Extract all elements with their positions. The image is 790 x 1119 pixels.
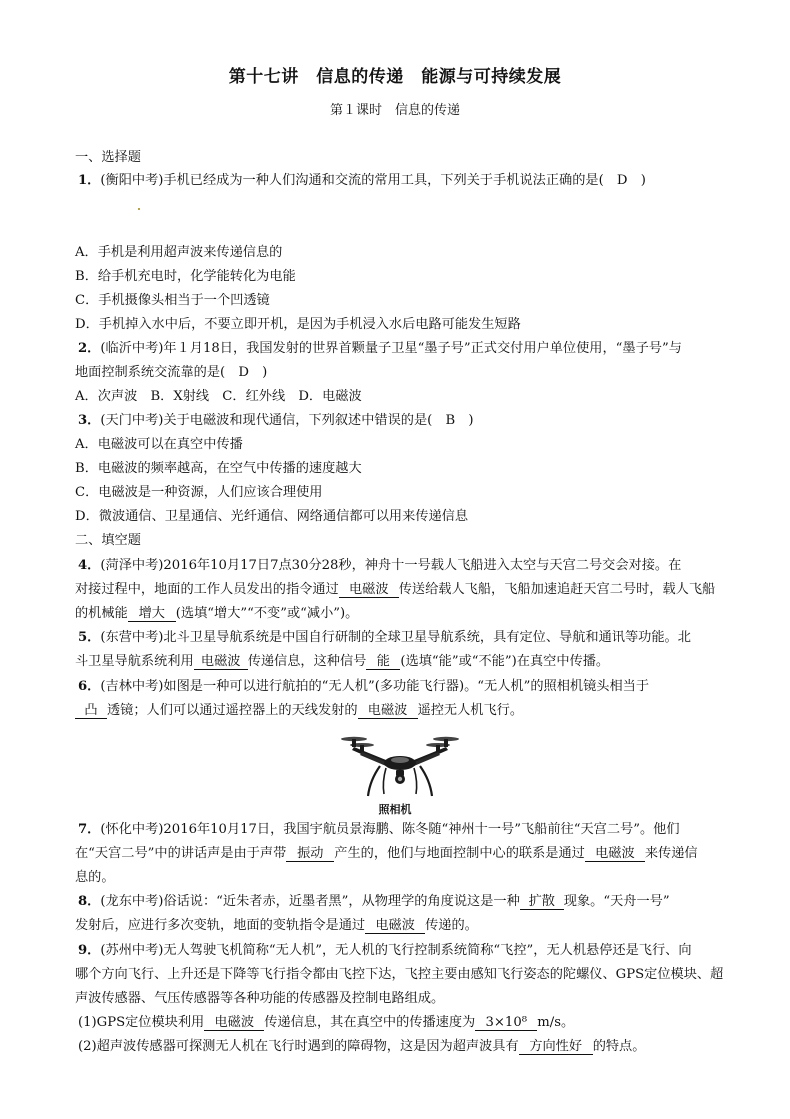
question-text: 的机械能 <box>75 606 128 621</box>
question-number: 7． <box>78 822 101 837</box>
question-text: 产生的，他们与地面控制中心的联系是通过 <box>334 846 585 861</box>
question-2-stem-cont: 地面控制系统交流靠的是( D ) <box>75 365 268 380</box>
answer-blank: 电磁波 <box>358 703 418 719</box>
answer-blank: 凸 <box>75 703 107 719</box>
question-text: (菏泽中考)2016年10月17日7点30分28秒，神舟十一号载人飞船进入太空与天宫二号交会对接。在 <box>100 558 682 573</box>
answer-blank: 电磁波 <box>194 654 248 670</box>
question-text: (选填“增大”“不变”或“减小”)。 <box>175 606 359 621</box>
question-6-line-2 <box>75 702 523 720</box>
q3-option-b: B．电磁波的频率越高，在空气中传播的速度越大 <box>75 461 362 476</box>
section-heading-fill: 二、填空题 <box>75 533 141 548</box>
question-4-line-2 <box>75 581 715 599</box>
question-text: (临沂中考)年１月18日，我国发射的世界首颗量子卫星“墨子号”正式交付用户单位使用，“墨子号”与 <box>100 341 682 356</box>
question-text: 透镜；人们可以通过遥控器上的天线发射的 <box>107 703 358 718</box>
question-4-line-3 <box>75 605 358 623</box>
question-text: (选填“能”或“不能”)在真空中传播。 <box>400 654 610 669</box>
answer-blank: 能 <box>366 654 400 670</box>
question-7-line-2 <box>75 845 698 863</box>
question-text: (苏州中考)无人驾驶飞机简称“无人机”，无人机的飞行控制系统简称“飞控”，无人机悬停还是飞行、向 <box>100 943 692 958</box>
question-text: (1)GPS定位模块利用 <box>78 1015 205 1030</box>
q1-option-d: D．手机掉入水中后，不要立即开机，是因为手机浸入水后电路可能发生短路 <box>75 317 521 332</box>
question-2-stem <box>78 340 682 358</box>
answer-blank: 电磁波 <box>204 1015 264 1031</box>
section-heading-choice: 一、选择题 <box>75 150 141 165</box>
question-text: (怀化中考)2016年10月17日，我国宇航员景海鹏、陈冬随“神州十一号”飞船前往“天宫二号”。他们 <box>100 822 680 837</box>
question-5-line-1 <box>78 629 691 647</box>
page-title: 第十七讲 信息的传递 能源与可持续发展 <box>228 67 562 87</box>
question-3-stem <box>78 412 474 430</box>
question-1-stem <box>78 172 646 190</box>
answer-blank: 3×10⁸ <box>475 1015 537 1031</box>
question-text: 在“天宫二号”中的讲话声是由于声带 <box>75 846 287 861</box>
question-text: (吉林中考)如图是一种可以进行航拍的“无人机”(多功能飞行器)。“无人机”的照相机镜头相当于 <box>100 679 650 694</box>
question-6-line-1 <box>78 678 649 696</box>
question-text: 对接过程中，地面的工作人员发出的指令通过 <box>75 582 339 597</box>
question-text: 的特点。 <box>592 1039 646 1054</box>
question-8-line-1 <box>78 893 670 911</box>
question-number: 1． <box>78 173 101 188</box>
question-text: (龙东中考)俗话说：“近朱者赤，近墨者黑”，从物理学的角度说这是一种 <box>100 894 520 909</box>
question-number: 2． <box>78 341 101 356</box>
question-text: (衡阳中考)手机已经成为一种人们沟通和交流的常用工具，下列关于手机说法正确的是( D ) <box>100 173 646 188</box>
question-text: m/s。 <box>537 1015 575 1030</box>
question-number: 8． <box>78 894 101 909</box>
q2-options: A．次声波 B．X射线 C．红外线 D．电磁波 <box>75 389 362 404</box>
answer-blank: 电磁波 <box>585 846 645 862</box>
question-9-sub-2 <box>78 1038 645 1056</box>
q1-option-a: A．手机是利用超声波来传递信息的 <box>75 245 283 260</box>
q3-option-d: D．微波通信、卫星通信、光纤通信、网络通信都可以用来传递信息 <box>75 509 469 524</box>
answer-blank: 增大 <box>128 606 176 622</box>
question-9-line-2: 哪个方向飞行、上升还是下降等飞行指令都由飞控下达，飞控主要由感知飞行姿态的陀螺仪、GPS定位模块、超 <box>75 967 724 982</box>
question-text: (天门中考)关于电磁波和现代通信，下列叙述中错误的是( B ) <box>100 413 474 428</box>
answer-blank: 方向性好 <box>519 1039 593 1055</box>
answer-blank: 电磁波 <box>365 918 425 934</box>
question-7-line-1 <box>78 821 680 839</box>
question-number: 9． <box>78 943 101 958</box>
question-text: 传送给载人飞船，飞船加速追赶天宫二号时，载人飞船 <box>398 582 716 597</box>
question-text: 传递的。 <box>425 918 478 933</box>
question-text: 来传递信 <box>644 846 698 861</box>
question-text: (东营中考)北斗卫星导航系统是中国自行研制的全球卫星导航系统，具有定位、导航和通讯等功能。北 <box>100 630 691 645</box>
question-text: 传递信息，其在真空中的传播速度为 <box>264 1015 476 1030</box>
drone-figure <box>340 730 460 802</box>
question-number: 4． <box>78 558 101 573</box>
q3-option-a: A．电磁波可以在真空中传播 <box>75 437 243 452</box>
figure-caption: 照相机 <box>378 803 412 816</box>
question-text: 现象。“天舟一号” <box>563 894 670 909</box>
question-text: 传递信息，这种信号 <box>247 654 367 669</box>
question-7-line-3: 息的。 <box>75 870 115 885</box>
question-number: 6． <box>78 679 101 694</box>
answer-blank: 振动 <box>286 846 334 862</box>
question-text: 发射后，应进行多次变轨，地面的变轨指令是通过 <box>75 918 366 933</box>
question-9-sub-1 <box>78 1014 574 1032</box>
question-5-line-2 <box>75 653 609 671</box>
question-text: (2)超声波传感器可探测无人机在飞行时遇到的障碍物，这是因为超声波具有 <box>78 1039 519 1054</box>
answer-blank: 扩散 <box>520 894 564 910</box>
question-text: 遥控无人机飞行。 <box>417 703 524 718</box>
question-8-line-2 <box>75 917 478 935</box>
question-4-line-1 <box>78 557 681 575</box>
q1-option-b: B．给手机充电时，化学能转化为电能 <box>75 269 296 284</box>
question-number: 5． <box>78 630 101 645</box>
page-subtitle: 第１课时 信息的传递 <box>329 103 460 118</box>
question-text: 斗卫星导航系统利用 <box>75 654 194 669</box>
speck-mark <box>138 208 140 210</box>
question-9-line-1 <box>78 942 692 960</box>
question-number: 3． <box>78 413 101 428</box>
q3-option-c: C．电磁波是一种资源，人们应该合理使用 <box>75 485 323 500</box>
q1-option-c: C．手机摄像头相当于一个凹透镜 <box>75 293 270 308</box>
answer-blank: 电磁波 <box>339 582 399 598</box>
question-9-line-3: 声波传感器、气压传感器等各种功能的传感器及控制电路组成。 <box>75 991 445 1006</box>
